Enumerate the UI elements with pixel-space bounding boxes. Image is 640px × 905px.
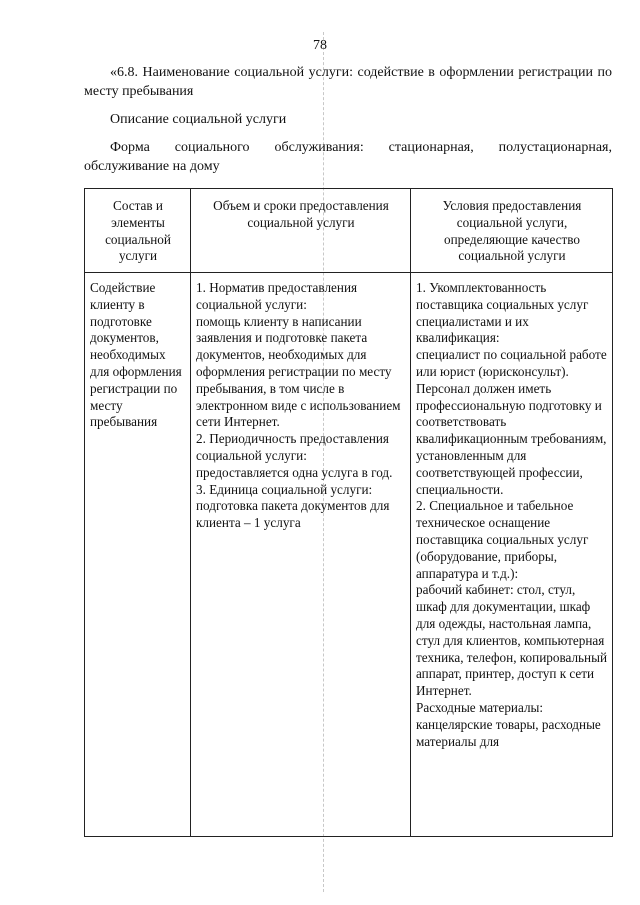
unit-text: подготовка пакета документов для клиента – 1 услуга xyxy=(196,498,390,531)
frequency-text: предоставляется одна услуга в год. xyxy=(196,464,393,480)
equipment-text: рабочий кабинет: стол, стул, шкаф для документации, шкаф для одежды, настольная лампа, стул для клиентов, компьютерная техника, телефон, копировальный аппарат, принтер, доступ к сети Интернет. xyxy=(416,582,608,699)
norm-heading: 1. Норматив предоставления социальной услуги: xyxy=(196,280,358,312)
service-title: «6.8. Наименование социальной услуги: содействие в оформлении регистрации по месту пребывания xyxy=(84,65,612,99)
table-row xyxy=(85,273,613,837)
personnel-text: Персонал должен иметь профессиональную подготовку и соответствовать квалификационным требованиям, установленным для соответствующей профессии, специальности. xyxy=(416,380,607,497)
header-composition: Состав и элементы социальной услуги xyxy=(85,189,191,273)
cell-volume-terms xyxy=(191,273,411,837)
composition-text: Содействие клиенту в подготовке документов, необходимых для оформления регистрации по месту пребывания xyxy=(90,280,182,430)
staffing-text: специалист по социальной работе или юрист (юрисконсульт). xyxy=(416,347,607,379)
cell-conditions xyxy=(411,273,613,837)
frequency-heading: 2. Периодичность предоставления социальной услуги: xyxy=(196,431,389,463)
table-header-row xyxy=(85,189,613,273)
equipment-heading: 2. Специальное и табельное техническое оснащение поставщика социальных услуг (оборудование, приборы, аппаратура и т.д.): xyxy=(416,498,589,581)
service-form: Форма социального обслуживания: стационарная, полустационарная, обслуживание на дому xyxy=(84,140,612,174)
header-volume-terms: Объем и сроки предоставления социальной услуги xyxy=(191,189,411,273)
materials-text: Расходные материалы: канцелярские товары, расходные материалы для xyxy=(416,699,601,749)
staffing-heading: 1. Укомплектованность поставщика социальных услуг специалистами и их квалификация: xyxy=(416,280,589,346)
page-number: 78 xyxy=(313,38,327,53)
norm-text: помощь клиенту в написании заявления и подготовке пакета документов, необходимых для оформления регистрации по месту пребывания, в том числе в электронном виде с использованием сети Интернет. xyxy=(196,313,401,430)
header-conditions: Условия предоставления социальной услуги, определяющие качество социальной услуги xyxy=(411,189,613,273)
unit-heading: 3. Единица социальной услуги: xyxy=(196,481,373,497)
cell-composition xyxy=(85,273,191,837)
description-heading: Описание социальной услуги xyxy=(110,112,287,127)
service-table xyxy=(84,188,613,837)
